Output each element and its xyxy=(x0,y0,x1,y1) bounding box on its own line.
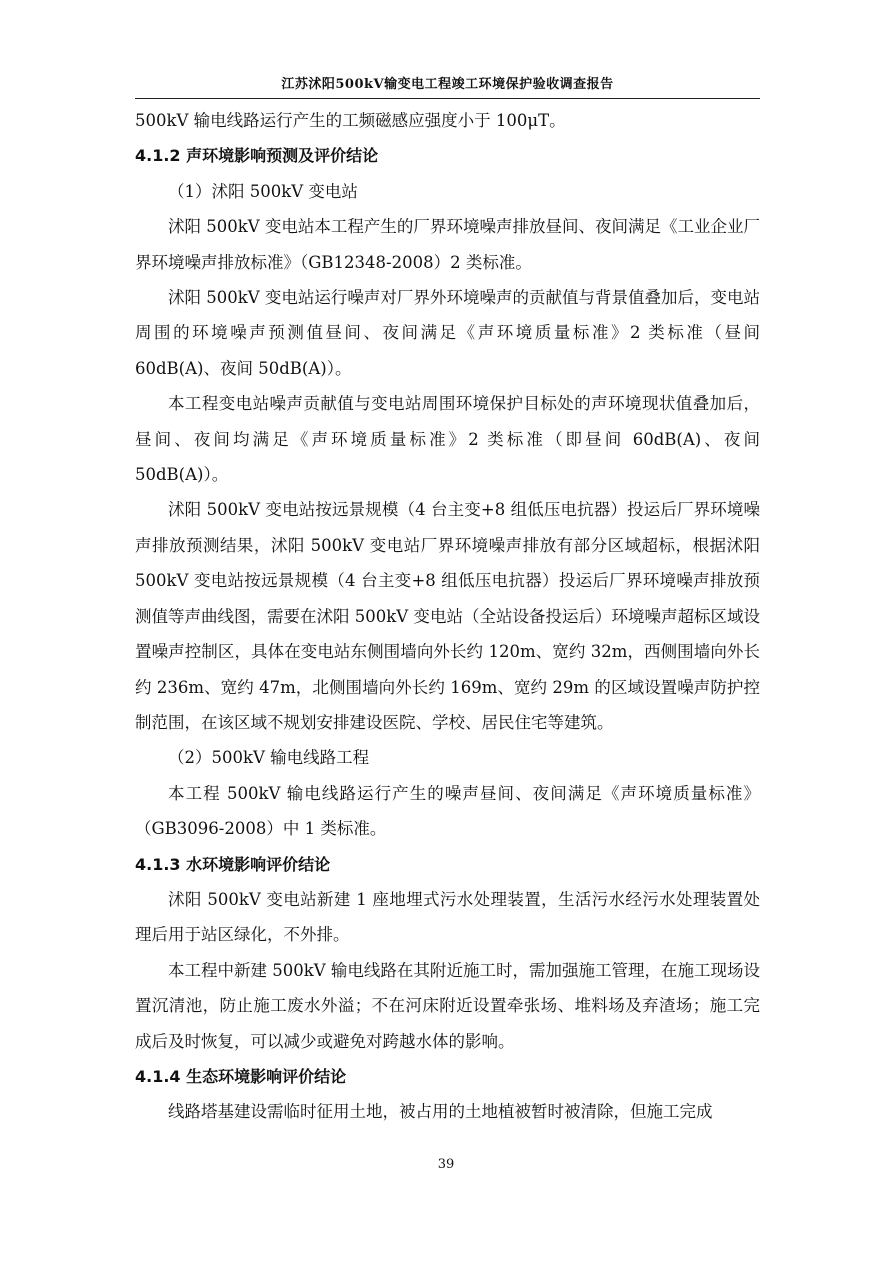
header-rule xyxy=(135,98,760,99)
body-paragraph: 沭阳 500kV 变电站运行噪声对厂界外环境噪声的贡献值与背景值叠加后，变电站周围的环境噪声预测值昼间、夜间满足《声环境质量标准》2 类标准（昼间 60dB(A)、夜间 50dB(A)）。 xyxy=(135,288,760,378)
body-paragraph: 500kV 输电线路运行产生的工频磁感应强度小于 100μT。 xyxy=(135,111,566,130)
body-paragraph: 沭阳 500kV 变电站新建 1 座地埋式污水处理装置，生活污水经污水处理装置处理后用于站区绿化，不外排。 xyxy=(135,889,760,945)
body-paragraph: 沭阳 500kV 变电站本工程产生的厂界环境噪声排放昼间、夜间满足《工业企业厂界环境噪声排放标准》（GB12348-2008）2 类标准。 xyxy=(135,217,760,272)
page-number: 39 xyxy=(437,1157,455,1172)
page-content xyxy=(135,103,760,1130)
section-heading: 4.1.4 生态环境影响评价结论 xyxy=(135,1066,347,1086)
body-paragraph: 线路塔基建设需临时征用土地，被占用的土地植被暂时被清除，但施工完成 xyxy=(168,1102,713,1122)
body-paragraph: 沭阳 500kV 变电站按远景规模（4 台主变+8 组低压电抗器）投运后厂界环境噪声排放预测结果，沭阳 500kV 变电站厂界环境噪声排放有部分区域超标，根据沭阳 500kV 变电站按远景规模（4 台主变+8 组低压电抗器）投运后厂界环境噪声排放预测值等声曲线图，需要在沭阳 500kV 变电站（全站设备投运后）环境噪声超标区域设置噪声控制区，具体在变电站东侧围墙向外长约 120m、宽约 32m，西侧围墙向外长约 236m、宽约 47m，北侧围墙向外长约 169m、宽约 29m 的区域设置噪声防护控制范围，在该区域不规划安排建设医院、学校、居民住宅等建筑。 xyxy=(135,500,760,732)
section-heading: 4.1.2 声环境影响预测及评价结论 xyxy=(135,146,379,166)
body-paragraph: 本工程 500kV 输电线路运行产生的噪声昼间、夜间满足《声环境质量标准》（GB3096-2008）中 1 类标准。 xyxy=(135,783,760,839)
body-paragraph: 本工程中新建 500kV 输电线路在其附近施工时，需加强施工管理，在施工现场设置沉清池，防止施工废水外溢；不在河床附近设置牵张场、堆料场及弃渣场；施工完成后及时恢复，可以减少或避免对跨越水体的影响。 xyxy=(135,960,760,1051)
running-header: 江苏沭阳500kV输变电工程竣工环境保护验收调查报告 xyxy=(281,77,614,92)
subsection-label: （2）500kV 输电线路工程 xyxy=(168,748,370,768)
section-heading: 4.1.3 水环境影响评价结论 xyxy=(135,854,331,874)
subsection-label: （1）沭阳 500kV 变电站 xyxy=(168,181,358,201)
body-paragraph: 本工程变电站噪声贡献值与变电站周围环境保护目标处的声环境现状值叠加后，昼间、夜间均满足《声环境质量标准》2 类标准（即昼间 60dB(A)、夜间 50dB(A)）。 xyxy=(135,394,760,485)
